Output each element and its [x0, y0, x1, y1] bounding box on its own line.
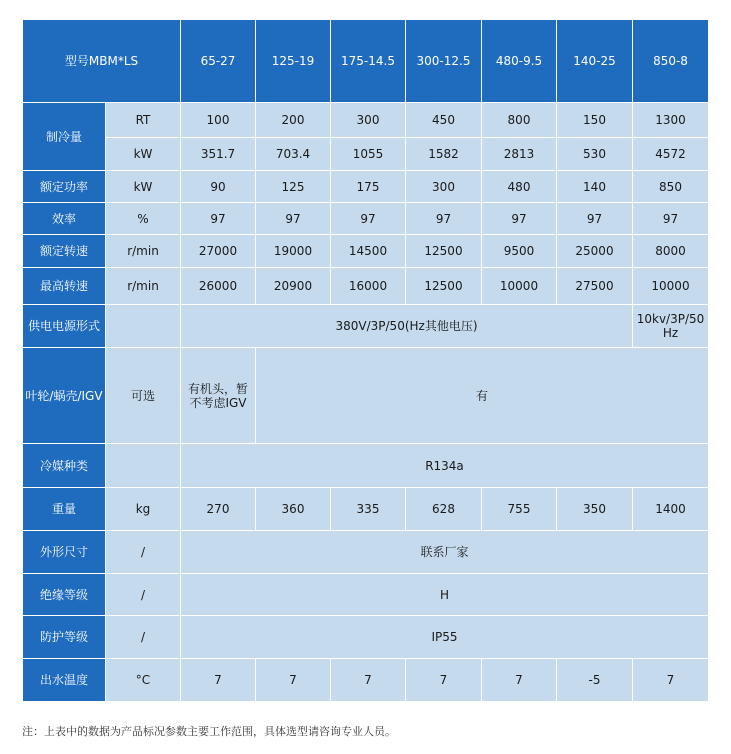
value-cell: 7 — [181, 659, 256, 702]
value-cell: 27500 — [557, 268, 633, 305]
value-cell: 14500 — [331, 235, 406, 268]
model-label-cell: 型号MBM*LS — [23, 20, 181, 103]
footnote: 注：上表中的数据为产品标况参数主要工作范围，具体选型请咨询专业人员。 — [22, 725, 396, 738]
row-label: 外形尺寸 — [23, 531, 106, 574]
unit-cell: 可选 — [106, 348, 181, 444]
value-cell: 10000 — [482, 268, 557, 305]
value-cell: 12500 — [406, 235, 482, 268]
model-cell: 300-12.5 — [406, 20, 482, 103]
unit-cell: / — [106, 616, 181, 659]
row-label: 冷媒种类 — [23, 444, 106, 488]
row-label: 叶轮/蜗壳/IGV — [23, 348, 106, 444]
row-label: 重量 — [23, 488, 106, 531]
value-cell: 351.7 — [181, 138, 256, 171]
table-row — [23, 235, 709, 268]
value-cell: 7 — [256, 659, 331, 702]
unit-cell: kg — [106, 488, 181, 531]
table-row — [23, 138, 709, 171]
value-cell: 7 — [633, 659, 709, 702]
unit-cell: r/min — [106, 268, 181, 305]
row-label: 制冷量 — [23, 103, 106, 171]
model-cell: 65-27 — [181, 20, 256, 103]
row-label: 最高转速 — [23, 268, 106, 305]
value-cell: 1582 — [406, 138, 482, 171]
value-cell: 150 — [557, 103, 633, 138]
unit-cell: °C — [106, 659, 181, 702]
merged-value-cell: R134a — [181, 444, 709, 488]
table-row — [23, 488, 709, 531]
unit-cell: kW — [106, 171, 181, 203]
value-cell: 270 — [181, 488, 256, 531]
value-cell: 97 — [557, 203, 633, 235]
unit-cell — [106, 305, 181, 348]
value-cell: 97 — [181, 203, 256, 235]
cell-line: Hz — [662, 326, 679, 340]
model-cell: 125-19 — [256, 20, 331, 103]
value-cell: 300 — [406, 171, 482, 203]
value-cell: 800 — [482, 103, 557, 138]
table-row — [23, 444, 709, 488]
value-cell: 7 — [406, 659, 482, 702]
value-cell: 480 — [482, 171, 557, 203]
table-row — [23, 531, 709, 574]
unit-cell: % — [106, 203, 181, 235]
row-label: 额定转速 — [23, 235, 106, 268]
value-cell: 97 — [633, 203, 709, 235]
value-cell: 850 — [633, 171, 709, 203]
unit-cell: kW — [106, 138, 181, 171]
value-cell: 7 — [331, 659, 406, 702]
value-cell: 27000 — [181, 235, 256, 268]
value-cell: 25000 — [557, 235, 633, 268]
value-cell: 8000 — [633, 235, 709, 268]
value-cell: -5 — [557, 659, 633, 702]
model-cell: 850-8 — [633, 20, 709, 103]
value-cell: 755 — [482, 488, 557, 531]
row-label: 出水温度 — [23, 659, 106, 702]
value-cell: 16000 — [331, 268, 406, 305]
value-cell: 300 — [331, 103, 406, 138]
value-cell: 1300 — [633, 103, 709, 138]
value-cell: 360 — [256, 488, 331, 531]
value-cell: 12500 — [406, 268, 482, 305]
value-cell — [181, 348, 256, 444]
value-cell: 4572 — [633, 138, 709, 171]
merged-value-cell: H — [181, 574, 709, 616]
value-cell: 200 — [256, 103, 331, 138]
value-cell: 90 — [181, 171, 256, 203]
value-cell: 1400 — [633, 488, 709, 531]
value-cell: 97 — [482, 203, 557, 235]
value-cell: 26000 — [181, 268, 256, 305]
value-cell — [633, 305, 709, 348]
header-row — [23, 20, 709, 103]
unit-cell: RT — [106, 103, 181, 138]
row-label: 供电电源形式 — [23, 305, 106, 348]
value-cell: 530 — [557, 138, 633, 171]
value-cell: 10000 — [633, 268, 709, 305]
merged-value-cell: 联系厂家 — [181, 531, 709, 574]
cell-line: 不考虑IGV — [189, 395, 247, 410]
value-cell: 7 — [482, 659, 557, 702]
value-cell: 703.4 — [256, 138, 331, 171]
unit-cell: / — [106, 574, 181, 616]
table-row — [23, 103, 709, 138]
table-row — [23, 348, 709, 444]
value-cell: 100 — [181, 103, 256, 138]
table-row — [23, 203, 709, 235]
spec-table — [22, 19, 709, 702]
value-cell: 628 — [406, 488, 482, 531]
row-label: 防护等级 — [23, 616, 106, 659]
value-cell: 140 — [557, 171, 633, 203]
cell-line: 10kv/3P/50 — [636, 312, 705, 326]
cell-line: 有机头，暂 — [187, 381, 248, 396]
model-cell: 140-25 — [557, 20, 633, 103]
value-cell: 335 — [331, 488, 406, 531]
value-cell: 1055 — [331, 138, 406, 171]
table-row — [23, 574, 709, 616]
model-cell: 480-9.5 — [482, 20, 557, 103]
row-label: 绝缘等级 — [23, 574, 106, 616]
merged-value-cell: IP55 — [181, 616, 709, 659]
value-cell: 97 — [406, 203, 482, 235]
value-cell: 350 — [557, 488, 633, 531]
value-cell: 20900 — [256, 268, 331, 305]
value-cell: 97 — [331, 203, 406, 235]
table-row — [23, 305, 709, 348]
row-label: 效率 — [23, 203, 106, 235]
value-cell: 175 — [331, 171, 406, 203]
table-row — [23, 268, 709, 305]
value-cell: 2813 — [482, 138, 557, 171]
unit-cell: / — [106, 531, 181, 574]
value-cell: 19000 — [256, 235, 331, 268]
model-cell: 175-14.5 — [331, 20, 406, 103]
value-cell: 97 — [256, 203, 331, 235]
value-cell: 125 — [256, 171, 331, 203]
unit-cell: r/min — [106, 235, 181, 268]
value-cell: 9500 — [482, 235, 557, 268]
merged-value-cell: 380V/3P/50(Hz其他电压) — [181, 305, 633, 348]
table-row — [23, 659, 709, 702]
table-row — [23, 616, 709, 659]
unit-cell — [106, 444, 181, 488]
table-row — [23, 171, 709, 203]
row-label: 额定功率 — [23, 171, 106, 203]
merged-value-cell: 有 — [256, 348, 709, 444]
value-cell: 450 — [406, 103, 482, 138]
